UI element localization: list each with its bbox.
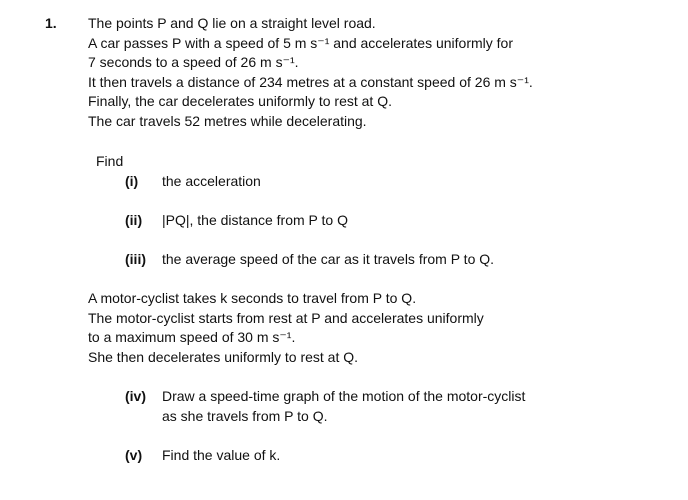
question-number: 1.: [45, 15, 57, 31]
motorcyclist-paragraph: [88, 289, 484, 367]
part-text: the average speed of the car as it travels from P to Q.: [162, 251, 495, 267]
motorcyclist-line: The motor-cyclist starts from rest at P and accelerates uniformly: [88, 309, 484, 326]
part-ii: [125, 211, 348, 231]
part-text: the acceleration: [162, 173, 261, 189]
part-iii: [125, 250, 494, 270]
part-text: [162, 387, 525, 426]
intro-line: 7 seconds to a speed of 26 m s⁻¹.: [88, 54, 299, 70]
find-label: Find: [96, 153, 124, 169]
part-label: (v): [125, 447, 143, 463]
intro-line: Finally, the car decelerates uniformly to rest at Q.: [88, 93, 392, 109]
motorcyclist-line: to a maximum speed of 30 m s⁻¹.: [88, 329, 296, 345]
part-text-line: as she travels from P to Q.: [162, 407, 328, 424]
intro-line: The car travels 52 metres while decelerating.: [88, 112, 367, 129]
part-text-line: Find the value of k.: [162, 447, 281, 463]
part-label: (iv): [125, 388, 146, 404]
intro-line: The points P and Q lie on a straight level road.: [88, 15, 376, 31]
part-text-line: Draw a speed-time graph of the motion of the motor-cyclist: [162, 388, 526, 404]
part-text: |PQ|, the distance from P to Q: [162, 212, 348, 228]
intro-line: A car passes P with a speed of 5 m s⁻¹ and accelerates uniformly for: [88, 34, 513, 51]
part-iv: [125, 387, 525, 426]
part-label: (i): [125, 173, 139, 189]
part-i: [125, 172, 261, 192]
part-label: (iii): [125, 251, 146, 267]
intro-paragraph: [88, 14, 533, 131]
intro-line: It then travels a distance of 234 metres at a constant speed of 26 m s⁻¹.: [88, 73, 533, 90]
part-label: (ii): [125, 212, 143, 228]
motorcyclist-line: A motor-cyclist takes k seconds to travel from P to Q.: [88, 290, 417, 306]
motorcyclist-line: She then decelerates uniformly to rest at Q.: [88, 348, 359, 365]
part-v: [125, 446, 280, 466]
part-text: [162, 446, 280, 466]
